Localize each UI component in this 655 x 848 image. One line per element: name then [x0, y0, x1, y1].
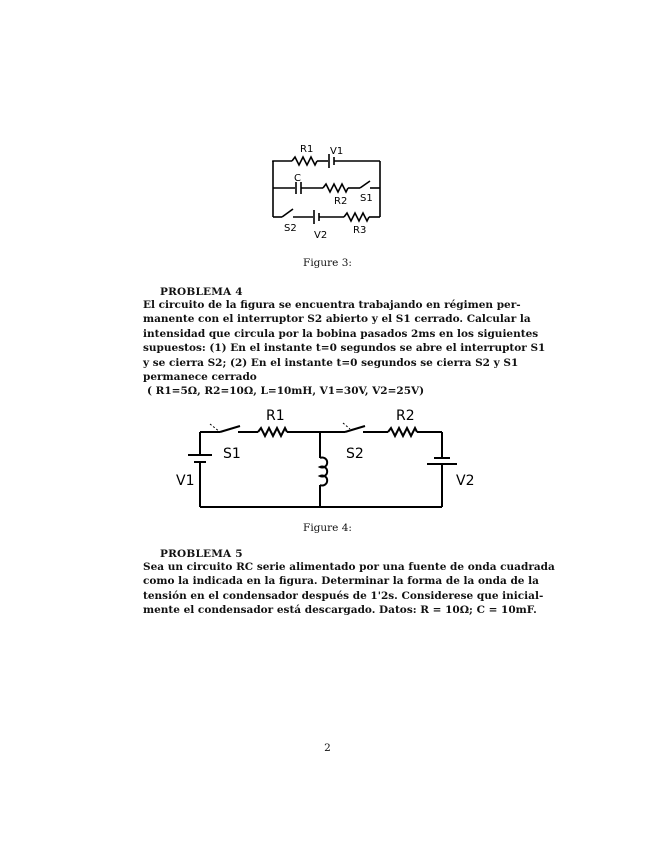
- fig3-label-v2: V2: [314, 230, 328, 240]
- fig4-label-s1: S1: [223, 446, 241, 462]
- problem-4-title: PROBLEMA 4: [160, 286, 243, 298]
- fig3-label-c: C: [294, 173, 301, 184]
- problem-5-line: Sea un circuito RC serie alimentado por una fuente de onda cuadrada: [143, 561, 555, 573]
- fig3-label-r2: R2: [334, 196, 348, 207]
- problem-4-line: El circuito de la figura se encuentra trabajando en régimen per-: [143, 299, 521, 311]
- problem-4-line: permanece cerrado: [143, 371, 257, 384]
- problem-4-line: intensidad que circula por la bobina pasados 2ms en los siguientes: [143, 327, 539, 340]
- fig3-label-v1: V1: [330, 146, 344, 157]
- problem-4-line: y se cierra S2; (2) En el instante t=0 segundos se cierra S2 y S1: [143, 356, 519, 369]
- problem-4-line: manente con el interruptor S2 abierto y el S1 cerrado. Calcular la: [143, 313, 531, 326]
- page-number: 2: [324, 742, 331, 754]
- figure-3-caption: Figure 3:: [303, 257, 352, 269]
- problem-5-text: [143, 560, 555, 618]
- fig4-label-v2: V2: [456, 473, 475, 489]
- figure-4-circuit: [170, 400, 480, 515]
- fig4-label-r2: R2: [396, 408, 415, 424]
- fig4-label-s2: S2: [346, 446, 364, 462]
- fig3-label-s2: S2: [284, 223, 297, 234]
- fig4-label-v1: V1: [176, 473, 195, 489]
- fig4-label-r1: R1: [266, 408, 285, 424]
- fig3-label-r3: R3: [353, 225, 367, 236]
- problem-5-line: mente el condensador está descargado. Datos: R = 10Ω; C = 10mF.: [143, 604, 537, 617]
- fig3-label-s1: S1: [360, 193, 373, 204]
- problem-5-line: como la indicada en la figura. Determinar la forma de la onda de la: [143, 575, 539, 588]
- figure-4-caption: Figure 4:: [303, 522, 352, 534]
- problem-5-title: PROBLEMA 5: [160, 548, 243, 560]
- problem-5-line: tensión en el condensador después de 1'2s. Considerese que inicial-: [143, 589, 544, 602]
- problem-4-text: [143, 298, 546, 399]
- fig3-label-r1: R1: [300, 144, 314, 155]
- problem-4-line: ( R1=5Ω, R2=10Ω, L=10mH, V1=30V, V2=25V): [147, 385, 425, 398]
- figure-3-circuit: [262, 140, 392, 240]
- problem-4-line: supuestos: (1) En el instante t=0 segundos se abre el interruptor S1: [143, 342, 546, 355]
